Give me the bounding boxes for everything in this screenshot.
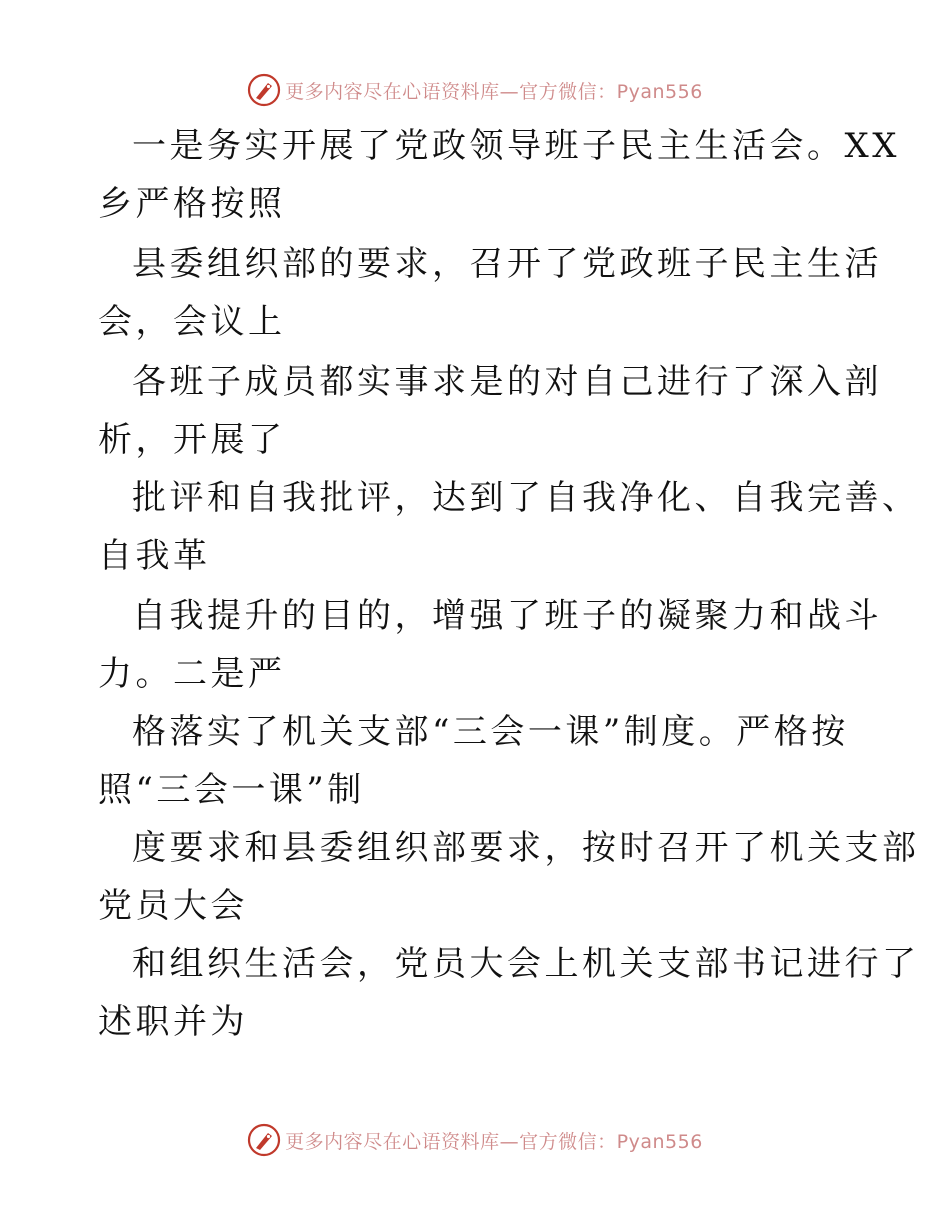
header-watermark-text: 更多内容尽在心语资料库—官方微信：Pyan556	[285, 80, 703, 103]
document-line: 述职并为	[98, 1002, 248, 1042]
document-line: 析，开展了	[98, 420, 286, 460]
document-line: 和组织生活会，党员大会上机关支部书记进行了	[132, 944, 920, 984]
document-line: 各班子成员都实事求是的对自己进行了深入剖	[132, 362, 882, 402]
document-line: 格落实了机关支部“三会一课”制度。严格按	[132, 712, 849, 752]
pen-nib-logo-icon	[247, 1123, 281, 1157]
document-line: 照“三会一课”制	[98, 770, 365, 810]
header-watermark-banner	[0, 70, 950, 110]
document-line: 自我提升的目的，增强了班子的凝聚力和战斗	[132, 596, 882, 636]
document-line: 一是务实开展了党政领导班子民主生活会。XX	[132, 126, 900, 166]
pen-nib-logo-icon	[247, 73, 281, 107]
document-line: 批评和自我批评，达到了自我净化、自我完善、	[132, 478, 920, 518]
document-line: 自我革	[98, 536, 211, 576]
footer-watermark-text: 更多内容尽在心语资料库—官方微信：Pyan556	[285, 1130, 703, 1153]
document-line: 力。二是严	[98, 654, 286, 694]
document-line: 县委组织部的要求，召开了党政班子民主生活	[132, 244, 882, 284]
document-line: 度要求和县委组织部要求，按时召开了机关支部	[132, 828, 920, 868]
document-line: 乡严格按照	[98, 184, 286, 224]
footer-watermark-banner	[0, 1120, 950, 1160]
document-line: 党员大会	[98, 886, 248, 926]
document-line: 会，会议上	[98, 302, 286, 342]
